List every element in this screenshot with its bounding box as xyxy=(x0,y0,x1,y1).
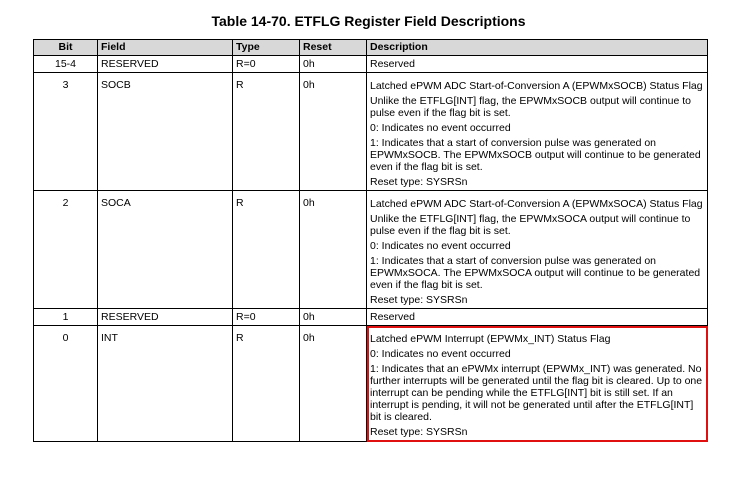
cell-bit: 2 xyxy=(34,191,98,309)
header-type: Type xyxy=(233,40,300,56)
cell-description-highlighted xyxy=(367,326,708,442)
header-field: Field xyxy=(98,40,233,56)
cell-bit: 0 xyxy=(34,326,98,442)
cell-description xyxy=(367,309,708,326)
cell-type: R xyxy=(233,326,300,442)
cell-field: SOCB xyxy=(98,73,233,191)
description-text: Reset type: SYSRSn xyxy=(370,426,468,438)
description-text: Latched ePWM ADC Start-of-Conversion A (EPWMxSOCA) Status Flag xyxy=(370,198,703,210)
register-field-table xyxy=(33,39,708,442)
table-row xyxy=(34,191,708,309)
cell-field: RESERVED xyxy=(98,56,233,73)
cell-field: RESERVED xyxy=(98,309,233,326)
cell-reset: 0h xyxy=(300,309,367,326)
table-row xyxy=(34,309,708,326)
header-bit: Bit xyxy=(34,40,98,56)
cell-reset: 0h xyxy=(300,73,367,191)
table-row xyxy=(34,56,708,73)
cell-bit: 15-4 xyxy=(34,56,98,73)
cell-reset: 0h xyxy=(300,56,367,73)
table-row xyxy=(34,326,708,442)
description-text: Reserved xyxy=(370,58,415,70)
description-text: Latched ePWM Interrupt (EPWMx_INT) Status Flag xyxy=(370,333,611,345)
description-text: Latched ePWM ADC Start-of-Conversion A (EPWMxSOCB) Status Flag xyxy=(370,80,703,92)
cell-description xyxy=(367,191,708,309)
cell-reset: 0h xyxy=(300,191,367,309)
cell-type: R xyxy=(233,191,300,309)
cell-bit: 1 xyxy=(34,309,98,326)
cell-reset: 0h xyxy=(300,326,367,442)
description-text: 1: Indicates that an ePWMx interrupt (EPWMx_INT) was generated. No further interrupts will be generated until the flag bit is cleared. Up to one interrupt can be pending while the ETFLG[INT] bit is still set. If an interrupt is pending, it will not be generated until after the ETFLG[INT] bit is cleared. xyxy=(370,363,703,423)
description-text: Reset type: SYSRSn xyxy=(370,176,468,188)
cell-field: INT xyxy=(98,326,233,442)
cell-type: R=0 xyxy=(233,309,300,326)
description-text: Unlike the ETFLG[INT] flag, the EPWMxSOCB output will continue to pulse even if the flag bit is set. xyxy=(370,95,691,119)
table-title: Table 14-70. ETFLG Register Field Descriptions xyxy=(211,13,526,29)
table-header-row xyxy=(34,40,708,56)
description-text: 0: Indicates no event occurred xyxy=(370,122,511,134)
description-text: Unlike the ETFLG[INT] flag, the EPWMxSOCA output will continue to pulse even if the flag bit is set. xyxy=(370,213,691,237)
cell-type: R xyxy=(233,73,300,191)
description-text: 0: Indicates no event occurred xyxy=(370,348,511,360)
cell-bit: 3 xyxy=(34,73,98,191)
header-description: Description xyxy=(367,40,708,56)
cell-field: SOCA xyxy=(98,191,233,309)
description-text: Reserved xyxy=(370,311,415,323)
description-text: Reset type: SYSRSn xyxy=(370,294,468,306)
cell-description xyxy=(367,56,708,73)
header-reset: Reset xyxy=(300,40,367,56)
description-text: 0: Indicates no event occurred xyxy=(370,240,511,252)
cell-type: R=0 xyxy=(233,56,300,73)
cell-description xyxy=(367,73,708,191)
description-text: 1: Indicates that a start of conversion pulse was generated on EPWMxSOCA. The EPWMxSOCA output will continue to be generated even if the flag bit is set. xyxy=(370,255,701,291)
description-text: 1: Indicates that a start of conversion pulse was generated on EPWMxSOCB. The EPWMxSOCB output will continue to be generated even if the flag bit is set. xyxy=(370,137,701,173)
table-row xyxy=(34,73,708,191)
